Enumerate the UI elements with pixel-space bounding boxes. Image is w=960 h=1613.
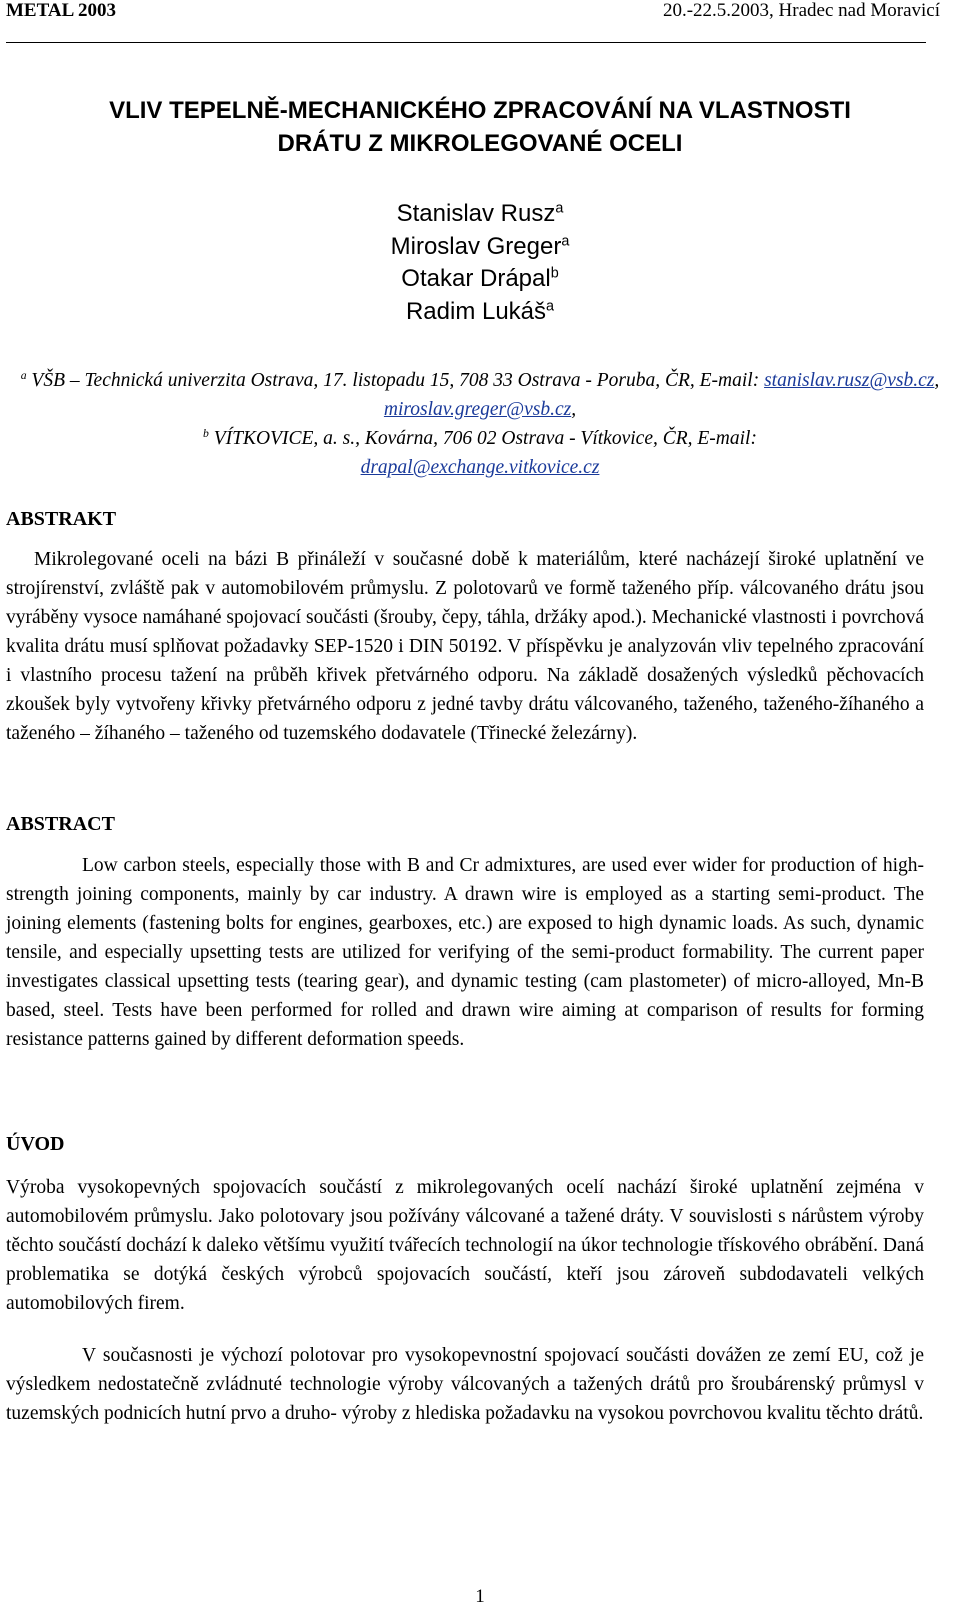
author-list	[0, 198, 960, 328]
uvod-paragraph: V současnosti je výchozí polotovar pro vysokopevnostní spojovací součásti dovážen ze zemí EU, což je výsledkem nedostatečně zvládnuté technologie výroby válcovaných a tažených drátů pro šroubárenský průmysl v tuzemských podnicích hutní prvo a druho- výroby z hlediska požadavku na vysokou povrchovou kvalitu těchto drátů.	[6, 1345, 924, 1424]
email-link[interactable]: stanislav.rusz@vsb.cz	[764, 370, 935, 391]
author: Radim Lukáš$^a$	[405, 297, 555, 325]
title-line: VLIV TEPELNĚ-MECHANICKÉHO ZPRACOVÁNÍ NA VLASTNOSTI	[109, 97, 851, 124]
affiliations	[20, 366, 940, 482]
abstract-text: Low carbon steels, especially those with B and Cr admixtures, are used ever wider for production of high-strength joining components, mainly by car industry. A drawn wire is employed as a starting semi-product. The joining elements (fastening bolts for engines, gearboxes, etc.) are exposed to high dynamic loads. As such, dynamic tensile, and especially upsetting tests are utilized for verifying of the semi-product formability. The current paper investigates classical upsetting tests (tearing gear), and dynamic testing (cam plastometer) of micro-alloyed, Mn-B based, steel. Tests have been performed for rolled and drawn wire aiming at comparison of results for forming resistance patterns gained by different deformation speeds.	[6, 855, 924, 1050]
abstrakt-text: Mikrolegované oceli na bázi B přináleží v současné době k materiálům, které nacházejí široké uplatnění ve strojírenství, zvláště pak v automobilovém průmyslu. Z polotovarů ve formě taženého příp. válcovaného drátu jsou vyráběny vysoce namáhané spojovací součásti (šrouby, čepy, táhla, držáky apod.). Mechanické vlastnosti i povrchová kvalita drátu musí splňovat požadavky SEP-1520 i DIN 50192. V příspěvku je analyzován vliv tepelného zpracování i vlastního procesu tažení na průběh křivek přetvárného odporu. Na základě dosažených výsledků pěchovacích zkoušek byly vytvořeny křivky přetvárného odporu z jedné tavby drátu válcovaného, taženého, taženého-žíhaného a taženého – žíhaného – taženého od tuzemského dodavatele (Třinecké železárny).	[6, 549, 925, 744]
uvod-paragraph: Výroba vysokopevných spojovacích součástí z mikrolegovaných ocelí nachází široké uplatnění zejména v automobilovém průmyslu. Jako polotovary jsou požívány válcované a tažené dráty. V souvislosti s nárůstem výroby těchto součástí dochází k daleko většímu využití tvářecích technologií na úkor technologie třískového obrábění. Daná problematika se dotýká českých výrobců spojovacích součástí, kteří jsou zároveň subdodavateli velkých automobilových firem.	[6, 1177, 924, 1314]
conference-date-place: 20.-22.5.2003, Hradec nad Moravicí	[662, 0, 940, 21]
abstrakt-heading: ABSTRAKT	[6, 508, 117, 530]
uvod-heading: ÚVOD	[6, 1133, 65, 1155]
abstract-heading: ABSTRACT	[6, 813, 115, 835]
author: Otakar Drápal$^b$	[401, 265, 559, 292]
header-rule	[6, 42, 926, 43]
author: Stanislav Rusz$^a$	[396, 200, 564, 227]
affiliation-b: $^b$ VÍTKOVICE, a. s., Kovárna, 706 02 Ostrava - Vítkovice, ČR, E-mail: drapal@exchange.vitkovice.cz	[203, 426, 757, 478]
author: Miroslav Greger$^a$	[390, 232, 570, 260]
paper-title	[0, 94, 960, 160]
conference-name: METAL 2003	[6, 0, 116, 21]
affiliation-a: $^a$ VŠB – Technická univerzita Ostrava, 17. listopadu 15, 708 33 Ostrava - Poruba, ČR, E-mail: stanislav.rusz@vsb.cz, miroslav.greger@vsb.cz,	[20, 368, 940, 420]
email-link[interactable]: miroslav.greger@vsb.cz	[383, 399, 572, 420]
page-number: 1	[475, 1586, 485, 1607]
email-link[interactable]: drapal@exchange.vitkovice.cz	[360, 457, 600, 478]
title-line: DRÁTU Z MIKROLEGOVANÉ OCELI	[277, 130, 683, 157]
